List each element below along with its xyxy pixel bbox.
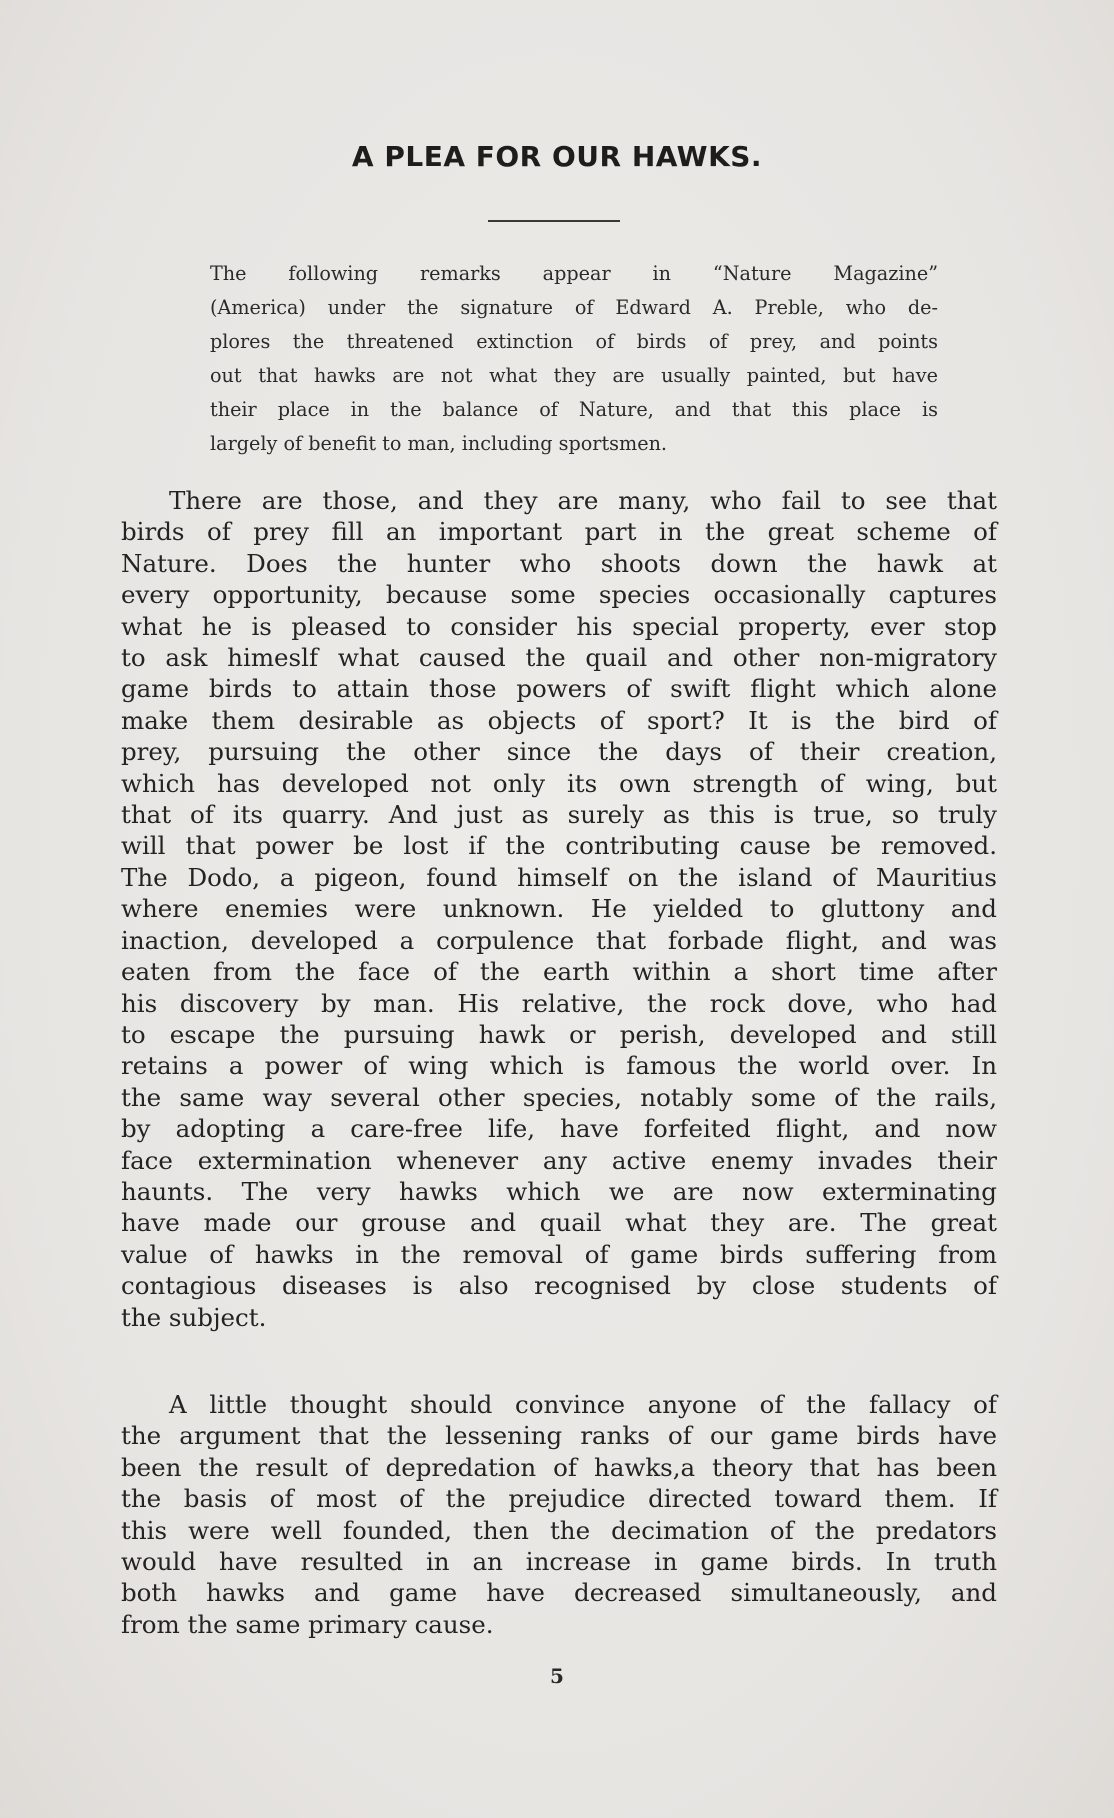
text-line: to escape the pursuing hawk or perish, developed and still bbox=[121, 1019, 997, 1049]
text-line: prey, pursuing the other since the days of their creation, bbox=[121, 737, 997, 767]
intro-paragraph bbox=[210, 257, 938, 461]
text-line: retains a power of wing which is famous the world over. In bbox=[121, 1051, 997, 1081]
text-line: make them desirable as objects of sport? It is the bird of bbox=[121, 705, 997, 735]
intro-line: their place in the balance of Nature, and that this place is bbox=[210, 398, 938, 421]
text-line: The Dodo, a pigeon, found himself on the island of Mauritius bbox=[121, 862, 997, 892]
page-number: 5 bbox=[550, 1664, 564, 1688]
intro-line: out that hawks are not what they are usually painted, but have bbox=[210, 364, 938, 387]
intro-line: largely of benefit to man, including sportsmen. bbox=[210, 432, 668, 455]
text-line: from the same primary cause. bbox=[121, 1609, 494, 1639]
text-line: birds of prey fill an important part in the great scheme of bbox=[121, 517, 997, 547]
text-line: the subject. bbox=[121, 1302, 267, 1332]
text-line: Nature. Does the hunter who shoots down the hawk at bbox=[121, 548, 997, 578]
text-line: what he is pleased to consider his special property, ever stop bbox=[121, 611, 997, 641]
body-paragraph-1 bbox=[121, 485, 997, 1333]
text-line: contagious diseases is also recognised by close students of bbox=[121, 1271, 997, 1301]
text-line: value of hawks in the removal of game birds suffering from bbox=[121, 1239, 997, 1269]
text-line: his discovery by man. His relative, the rock dove, who had bbox=[121, 988, 997, 1018]
text-line: the basis of most of the prejudice directed toward them. If bbox=[121, 1484, 997, 1514]
text-line: both hawks and game have decreased simultaneously, and bbox=[121, 1578, 997, 1608]
text-line: There are those, and they are many, who fail to see that bbox=[169, 486, 997, 515]
text-line: eaten from the face of the earth within a short time after bbox=[121, 957, 997, 987]
text-line: which has developed not only its own strength of wing, but bbox=[121, 768, 997, 798]
text-line: have made our grouse and quail what they are. The great bbox=[121, 1208, 997, 1238]
text-line: face extermination whenever any active enemy invades their bbox=[121, 1145, 997, 1175]
text-line: to ask himeslf what caused the quail and other non-migratory bbox=[121, 643, 997, 673]
intro-line: plores the threatened extinction of birds of prey, and points bbox=[210, 330, 938, 353]
intro-line: The following remarks appear in “Nature Magazine” bbox=[210, 262, 938, 285]
text-line: the same way several other species, notably some of the rails, bbox=[121, 1082, 997, 1112]
text-line: every opportunity, because some species occasionally captures bbox=[121, 580, 997, 610]
body-paragraph-2 bbox=[121, 1389, 997, 1640]
text-line: will that power be lost if the contributing cause be removed. bbox=[121, 831, 997, 861]
title-divider bbox=[488, 220, 620, 222]
text-line: A little thought should convince anyone of the fallacy of bbox=[169, 1390, 997, 1419]
text-line: would have resulted in an increase in game birds. In truth bbox=[121, 1547, 997, 1577]
text-line: haunts. The very hawks which we are now exterminating bbox=[121, 1176, 997, 1206]
text-line: the argument that the lessening ranks of our game birds have bbox=[121, 1421, 997, 1451]
page-title: A PLEA FOR OUR HAWKS. bbox=[351, 140, 763, 173]
text-line: game birds to attain those powers of swift flight which alone bbox=[121, 674, 997, 704]
intro-line: (America) under the signature of Edward A. Preble, who de- bbox=[210, 296, 938, 319]
text-line: been the result of depredation of hawks,a theory that has been bbox=[121, 1452, 997, 1482]
text-line: by adopting a care-free life, have forfeited flight, and now bbox=[121, 1114, 997, 1144]
text-line: inaction, developed a corpulence that forbade flight, and was bbox=[121, 925, 997, 955]
text-line: where enemies were unknown. He yielded to gluttony and bbox=[121, 894, 997, 924]
text-line: this were well founded, then the decimation of the predators bbox=[121, 1515, 997, 1545]
text-line: that of its quarry. And just as surely as this is true, so truly bbox=[121, 800, 997, 830]
